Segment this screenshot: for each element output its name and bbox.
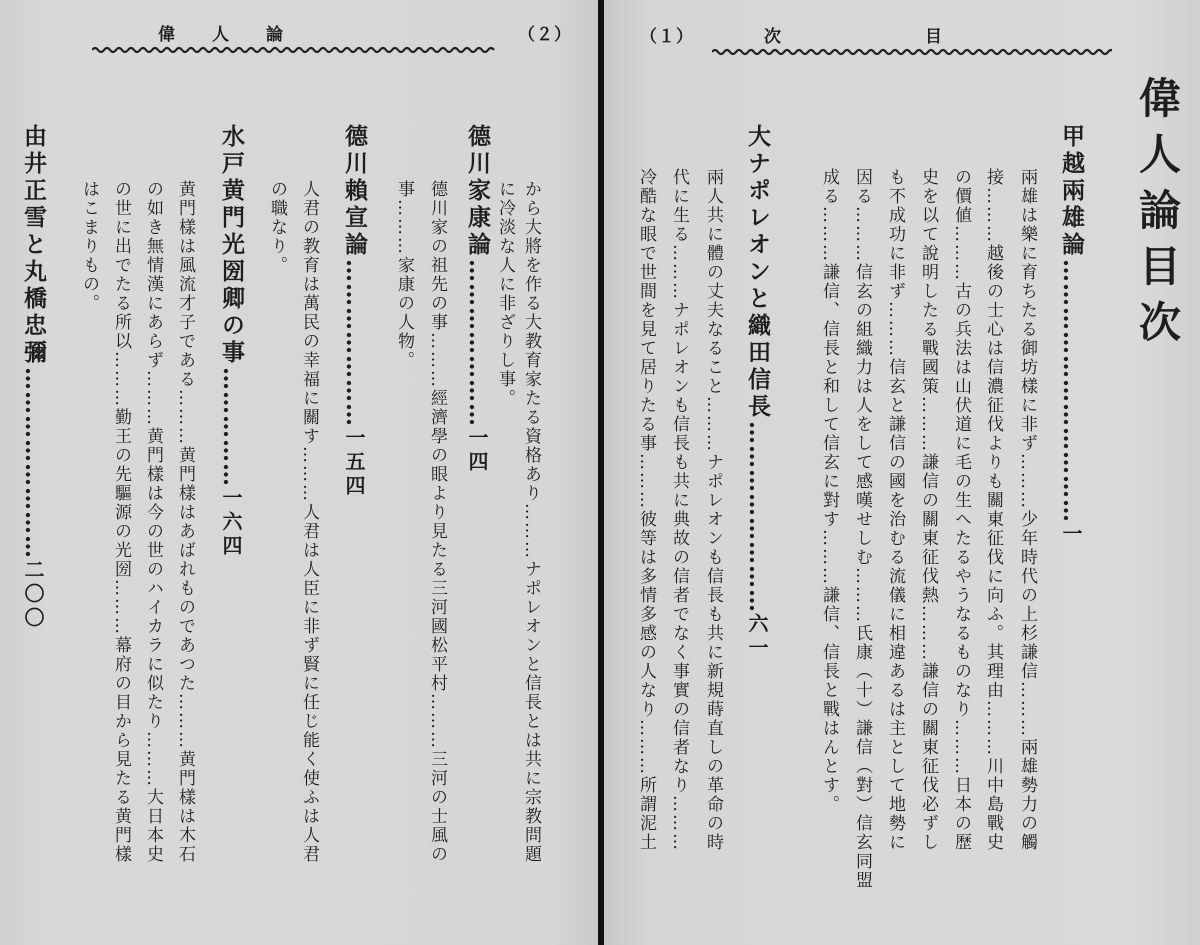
entry-line: から大將を作る大教育家たる資格あり………ナポレオンと信長とは共に宗教問題: [521, 180, 541, 864]
entry-heading-mitsukuni: 水戸黄門光圀卿の事……………一六四: [218, 124, 245, 559]
entry-line: の世に出でたる所以………勤王の先驅源の光圀………幕府の目から見たる黄門樣: [111, 180, 131, 864]
entry-line: 成る………謙信、信長と和して信玄に對す………謙信、信長と戰はんとす。: [819, 168, 839, 814]
entry-line: に冷淡な人に非ざりし事。: [495, 180, 515, 408]
page-number-header: （１）: [640, 27, 694, 47]
right-page: [604, 0, 1200, 945]
entry-line: 德川家の祖先の事………經濟學の眼より見たる三河國松平村………三河の士風の: [427, 180, 447, 864]
entry-page-koetsu: 一: [1059, 523, 1083, 547]
entry-line: 黄門樣は風流才子である………黄門樣はあばれものであつた………黄門樣は木石: [175, 180, 195, 864]
running-header-title: 次 目: [764, 27, 948, 47]
entry-heading-yui: 由井正雪と丸橋忠彌……………………二〇〇: [20, 124, 47, 631]
entry-line: 代に生る………ナポレオンも信長も共に典故の信者でなく事實の信者なり………: [669, 168, 689, 852]
entry-page-napoleon: 六一: [745, 613, 769, 661]
entry-heading-ieyasu: 德川家康論…………………一四: [464, 124, 491, 475]
entry-line: はこまりもの。: [79, 180, 99, 313]
entry-line: 人君の教育は萬民の幸福に關す………人君は人臣に非ず賢に任じ能く使ふは人君: [299, 180, 319, 864]
entry-line: 兩人共に體の丈夫なること………ナポレオンも信長も共に新規蒔直しの革命の時: [703, 168, 723, 852]
page-number-header: （２）: [518, 25, 572, 45]
entry-heading-koetsu: 甲越兩雄論……………………………一: [1058, 124, 1085, 547]
entry-line: も不成功に非ず………信玄と謙信の國を治むる流儀に相違あるは主として地勢に: [885, 168, 905, 852]
entry-page-yui: 二〇〇: [21, 559, 45, 631]
entry-line: 因る………信玄の組織力は人をして感嘆せしむ………氏康（十）謙信（對）信玄同盟: [852, 168, 872, 890]
entry-line: 接………越後の士心は信濃征伐よりも關東征伐に向ふ。其理由………川中島戰史: [983, 168, 1003, 852]
entry-line: 事………家康の人物。: [394, 180, 414, 370]
entry-line: 冷酷な眼で世間を見て居りたる事………彼等は多情多感の人なり………所謂泥土: [636, 168, 656, 852]
entry-page-yorinobu: 一五四: [342, 427, 366, 499]
entry-page-ieyasu: 一四: [465, 427, 489, 475]
entry-line: の職なり。: [267, 180, 287, 275]
entry-line: の如き無情漢にあらず………黄門樣は今の世のハイカラに似たり………大日本史: [143, 180, 163, 864]
entry-line: の價値………古の兵法は山伏道に毛の生へたるやうなるものなり………日本の歷: [951, 168, 971, 852]
left-page: [0, 0, 598, 945]
entry-page-mitsukuni: 一六四: [219, 487, 243, 559]
entry-line: 兩雄は樂に育ちたる御坊樣に非ず………少年時代の上杉謙信………兩雄勢力の觸: [1017, 168, 1037, 852]
wavy-rule: [92, 44, 497, 56]
entry-heading-napoleon: 大ナポレオンと織田信長……………………六一: [744, 124, 771, 661]
book-title: 偉人論目次: [1133, 76, 1182, 356]
running-header-title: 偉 人 論: [158, 25, 284, 45]
entry-heading-yorinobu: 德川賴宣論…………………一五四: [341, 124, 368, 499]
entry-line: 史を以て說明したる戰國策………謙信の關東征伐熱………謙信の關東征伐必ずし: [918, 168, 938, 852]
wavy-rule: [712, 46, 1112, 58]
